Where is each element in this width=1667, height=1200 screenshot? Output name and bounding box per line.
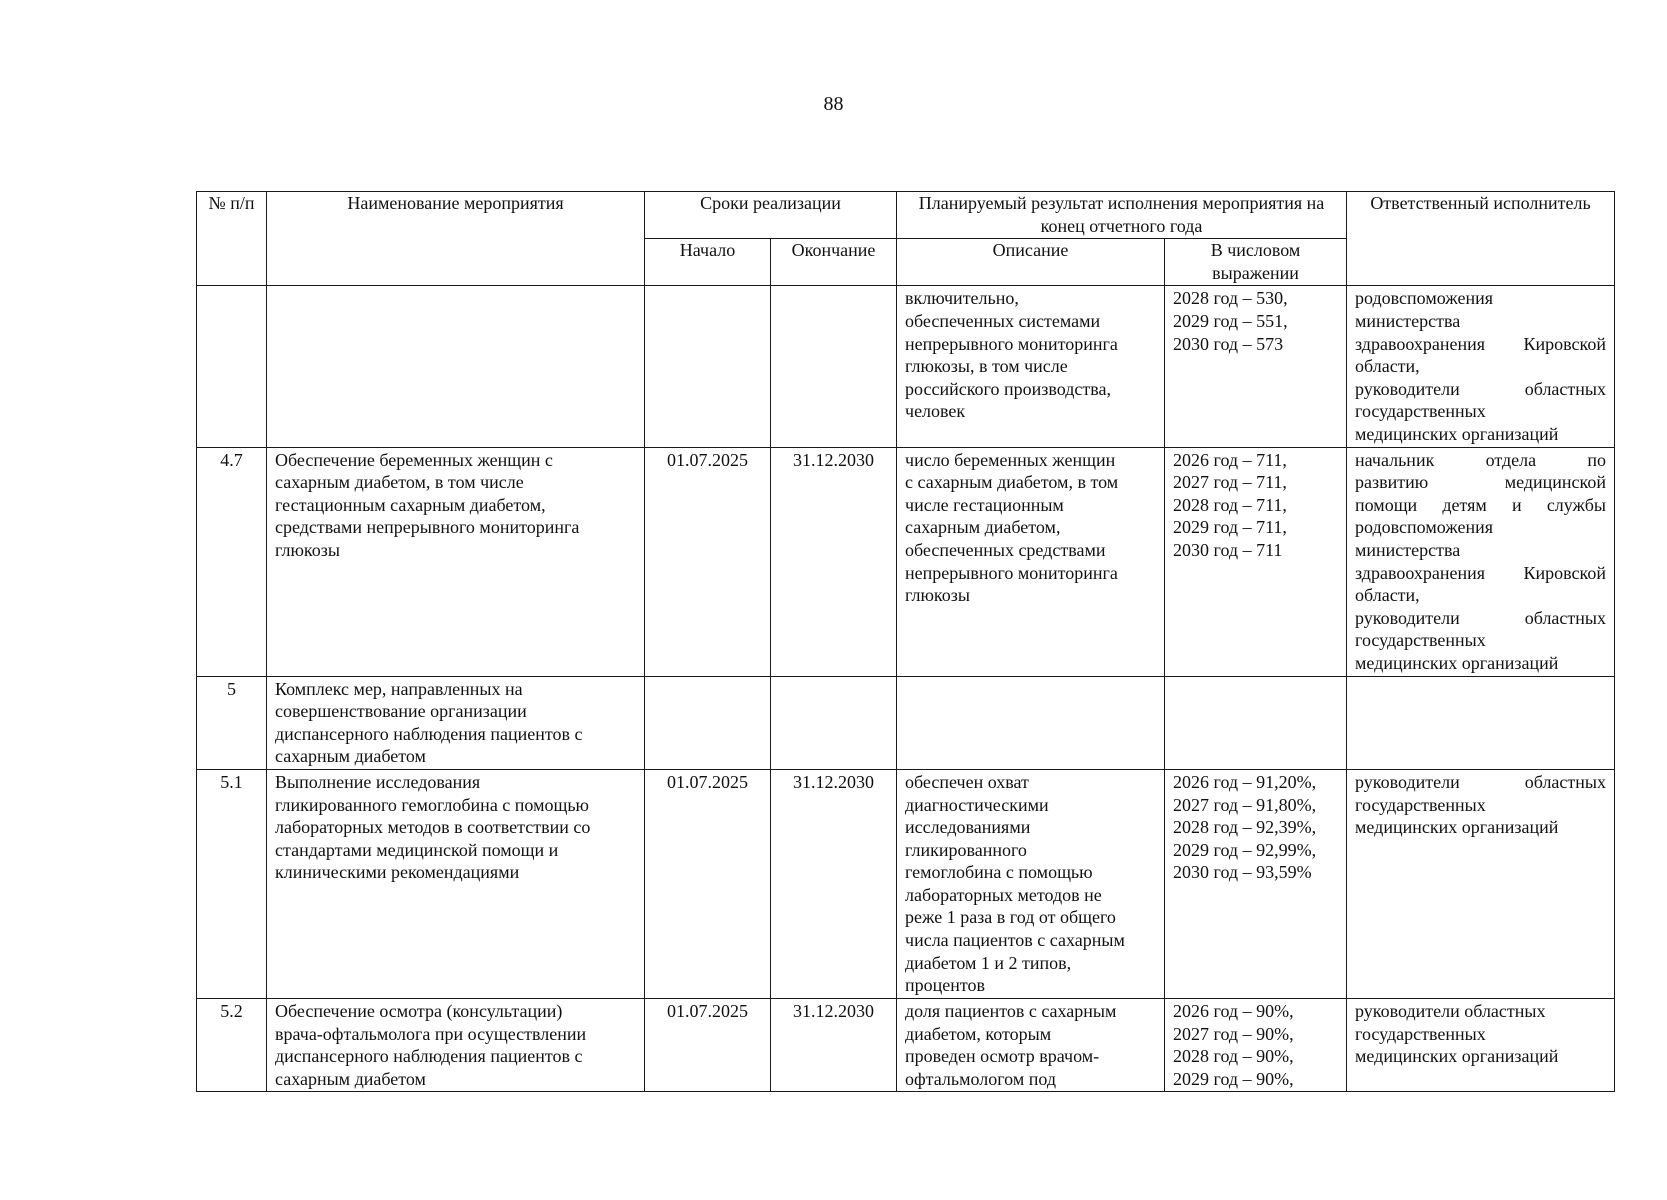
responsible-line: руководители областных [1355,378,1607,399]
cell-num [197,286,267,447]
header-responsible: Ответственный исполнитель [1347,192,1615,286]
cell-end: 31.12.2030 [771,769,897,998]
cell-responsible [1347,769,1615,998]
cell-start [645,676,771,769]
cell-name: Обеспечение осмотра (консультации) врача-офтальмолога при осуществлении диспансерного наблюдения пациентов с сахарным диабетом [267,998,645,1091]
table-row [197,286,1615,447]
cell-responsible [1347,998,1615,1091]
responsible-line: руководители областных [1355,771,1607,792]
cell-responsible [1347,286,1615,447]
responsible-line: области, [1355,585,1420,606]
cell-start: 01.07.2025 [645,769,771,998]
responsible-line: министерства [1355,539,1461,560]
responsible-line: руководители областных [1355,1000,1546,1021]
cell-desc: включительно, обеспеченных системами непрерывного мониторинга глюкозы, в том числе российского производства, человек [897,286,1165,447]
cell-desc [897,676,1165,769]
cell-end: 31.12.2030 [771,447,897,676]
responsible-line: государственных [1355,794,1486,815]
cell-numeric [1165,676,1347,769]
cell-num: 4.7 [197,447,267,676]
cell-end [771,286,897,447]
cell-start: 01.07.2025 [645,447,771,676]
table-row [197,998,1615,1091]
table-header [197,192,1615,286]
cell-start: 01.07.2025 [645,998,771,1091]
header-num: № п/п [197,192,267,286]
header-planned: Планируемый результат исполнения мероприятия на конец отчетного года [897,192,1347,239]
header-numeric: В числовом выражении [1165,239,1347,286]
cell-name [267,286,645,447]
responsible-line: здравоохранения Кировской [1355,562,1607,583]
header-end: Окончание [771,239,897,286]
header-terms: Сроки реализации [645,192,897,239]
cell-desc: обеспечен охват диагностическими исследованиями гликированного гемоглобина с помощью лабораторных методов не реже 1 раза в год от общего числа пациентов с сахарным диабетом 1 и 2 типов, процентов [897,769,1165,998]
header-desc: Описание [897,239,1165,286]
cell-name: Обеспечение беременных женщин с сахарным диабетом, в том числе гестационным сахарным диабетом, средствами непрерывного мониторинга глюкозы [267,447,645,676]
cell-numeric: 2026 год – 90%, 2027 год – 90%, 2028 год – 90%, 2029 год – 90%, [1165,998,1347,1091]
cell-num: 5 [197,676,267,769]
responsible-line: области, [1355,356,1420,377]
responsible-line: начальник отдела по [1355,449,1607,470]
cell-desc: доля пациентов с сахарным диабетом, которым проведен осмотр врачом- офтальмологом под [897,998,1165,1091]
responsible-line: родовспоможения [1355,288,1494,309]
responsible-line: помощи детям и службы [1355,494,1607,515]
responsible-line: медицинских организаций [1355,423,1559,444]
cell-numeric: 2026 год – 711, 2027 год – 711, 2028 год – 711, 2029 год – 711, 2030 год – 711 [1165,447,1347,676]
responsible-line: здравоохранения Кировской [1355,333,1607,354]
responsible-line: государственных [1355,401,1486,422]
responsible-line: министерства [1355,310,1461,331]
cell-numeric: 2028 год – 530, 2029 год – 551, 2030 год – 573 [1165,286,1347,447]
cell-end [771,676,897,769]
responsible-line: государственных [1355,1023,1486,1044]
cell-name: Комплекс мер, направленных на совершенствование организации диспансерного наблюдения пациентов с сахарным диабетом [267,676,645,769]
cell-num: 5.1 [197,769,267,998]
cell-num: 5.2 [197,998,267,1091]
responsible-line: медицинских организаций [1355,652,1559,673]
cell-responsible [1347,447,1615,676]
responsible-line: медицинских организаций [1355,817,1559,838]
header-name: Наименование мероприятия [267,192,645,286]
table-row [197,769,1615,998]
cell-start [645,286,771,447]
responsible-line: медицинских организаций [1355,1046,1559,1067]
responsible-line: руководители областных [1355,607,1607,628]
header-start: Начало [645,239,771,286]
cell-numeric: 2026 год – 91,20%, 2027 год – 91,80%, 2028 год – 92,39%, 2029 год – 92,99%, 2030 год – 93,59% [1165,769,1347,998]
measures-table [196,191,1615,1092]
cell-name: Выполнение исследования гликированного гемоглобина с помощью лабораторных методов в соответствии со стандартами медицинской помощи и клиническими рекомендациями [267,769,645,998]
cell-desc: число беременных женщин с сахарным диабетом, в том числе гестационным сахарным диабетом, обеспеченных средствами непрерывного мониторинга глюкозы [897,447,1165,676]
table-row [197,676,1615,769]
responsible-line: государственных [1355,630,1486,651]
cell-end: 31.12.2030 [771,998,897,1091]
table-body [197,286,1615,1092]
page-number: 88 [823,93,844,115]
table-row [197,447,1615,676]
responsible-line: родовспоможения [1355,517,1494,538]
responsible-line: развитию медицинской [1355,472,1607,493]
cell-responsible [1347,676,1615,769]
